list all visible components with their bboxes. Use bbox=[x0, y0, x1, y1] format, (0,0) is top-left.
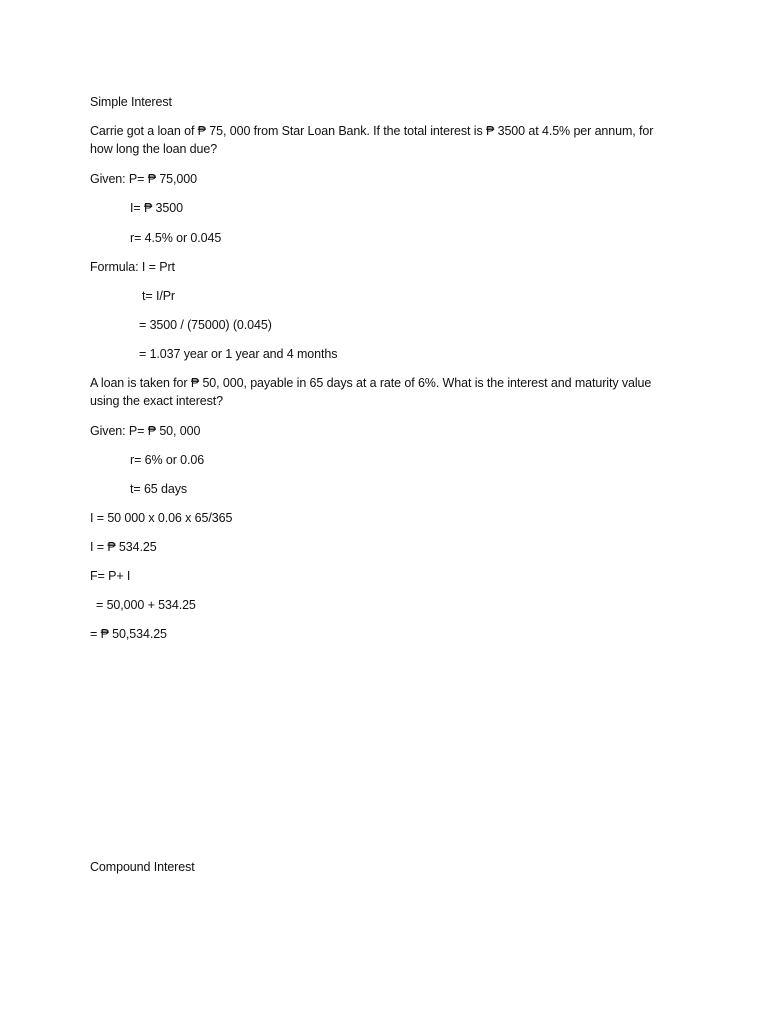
problem1-step1: = 3500 / (75000) (0.045) bbox=[139, 318, 272, 332]
problem1-given-i: I= ₱ 3500 bbox=[130, 201, 183, 215]
problem2-given-r: r= 6% or 0.06 bbox=[130, 453, 205, 467]
problem2-question-line2: using the exact interest? bbox=[90, 394, 223, 408]
problem1-given-r: r= 4.5% or 0.045 bbox=[130, 231, 222, 245]
problem2-given-t: t= 65 days bbox=[130, 482, 188, 496]
problem1-question-line1: Carrie got a loan of ₱ 75, 000 from Star Loan Bank. If the total interest is ₱ 3500 at 4.5% per annum, for bbox=[90, 124, 654, 138]
compound-interest-heading: Compound Interest bbox=[90, 860, 195, 874]
problem2-result-i: I = ₱ 534.25 bbox=[90, 540, 157, 554]
problem1-formula-t: t= I/Pr bbox=[142, 289, 175, 303]
problem1-step2: = 1.037 year or 1 year and 4 months bbox=[139, 347, 338, 361]
problem2-calc-f: = 50,000 + 534.25 bbox=[96, 598, 196, 612]
problem1-question-line2: how long the loan due? bbox=[90, 142, 218, 156]
problem2-question-line1: A loan is taken for ₱ 50, 000, payable in 65 days at a rate of 6%. What is the interest and maturity value bbox=[90, 376, 652, 390]
problem2-given-p: Given: P= ₱ 50, 000 bbox=[90, 424, 201, 438]
problem1-given-p: Given: P= ₱ 75,000 bbox=[90, 172, 197, 186]
problem2-result-f: = ₱ 50,534.25 bbox=[90, 627, 167, 641]
problem2-formula-f: F= P+ I bbox=[90, 569, 131, 583]
problem1-formula: Formula: I = Prt bbox=[90, 260, 175, 274]
simple-interest-heading: Simple Interest bbox=[90, 95, 172, 109]
problem2-calc-i: I = 50 000 x 0.06 x 65/365 bbox=[90, 511, 233, 525]
